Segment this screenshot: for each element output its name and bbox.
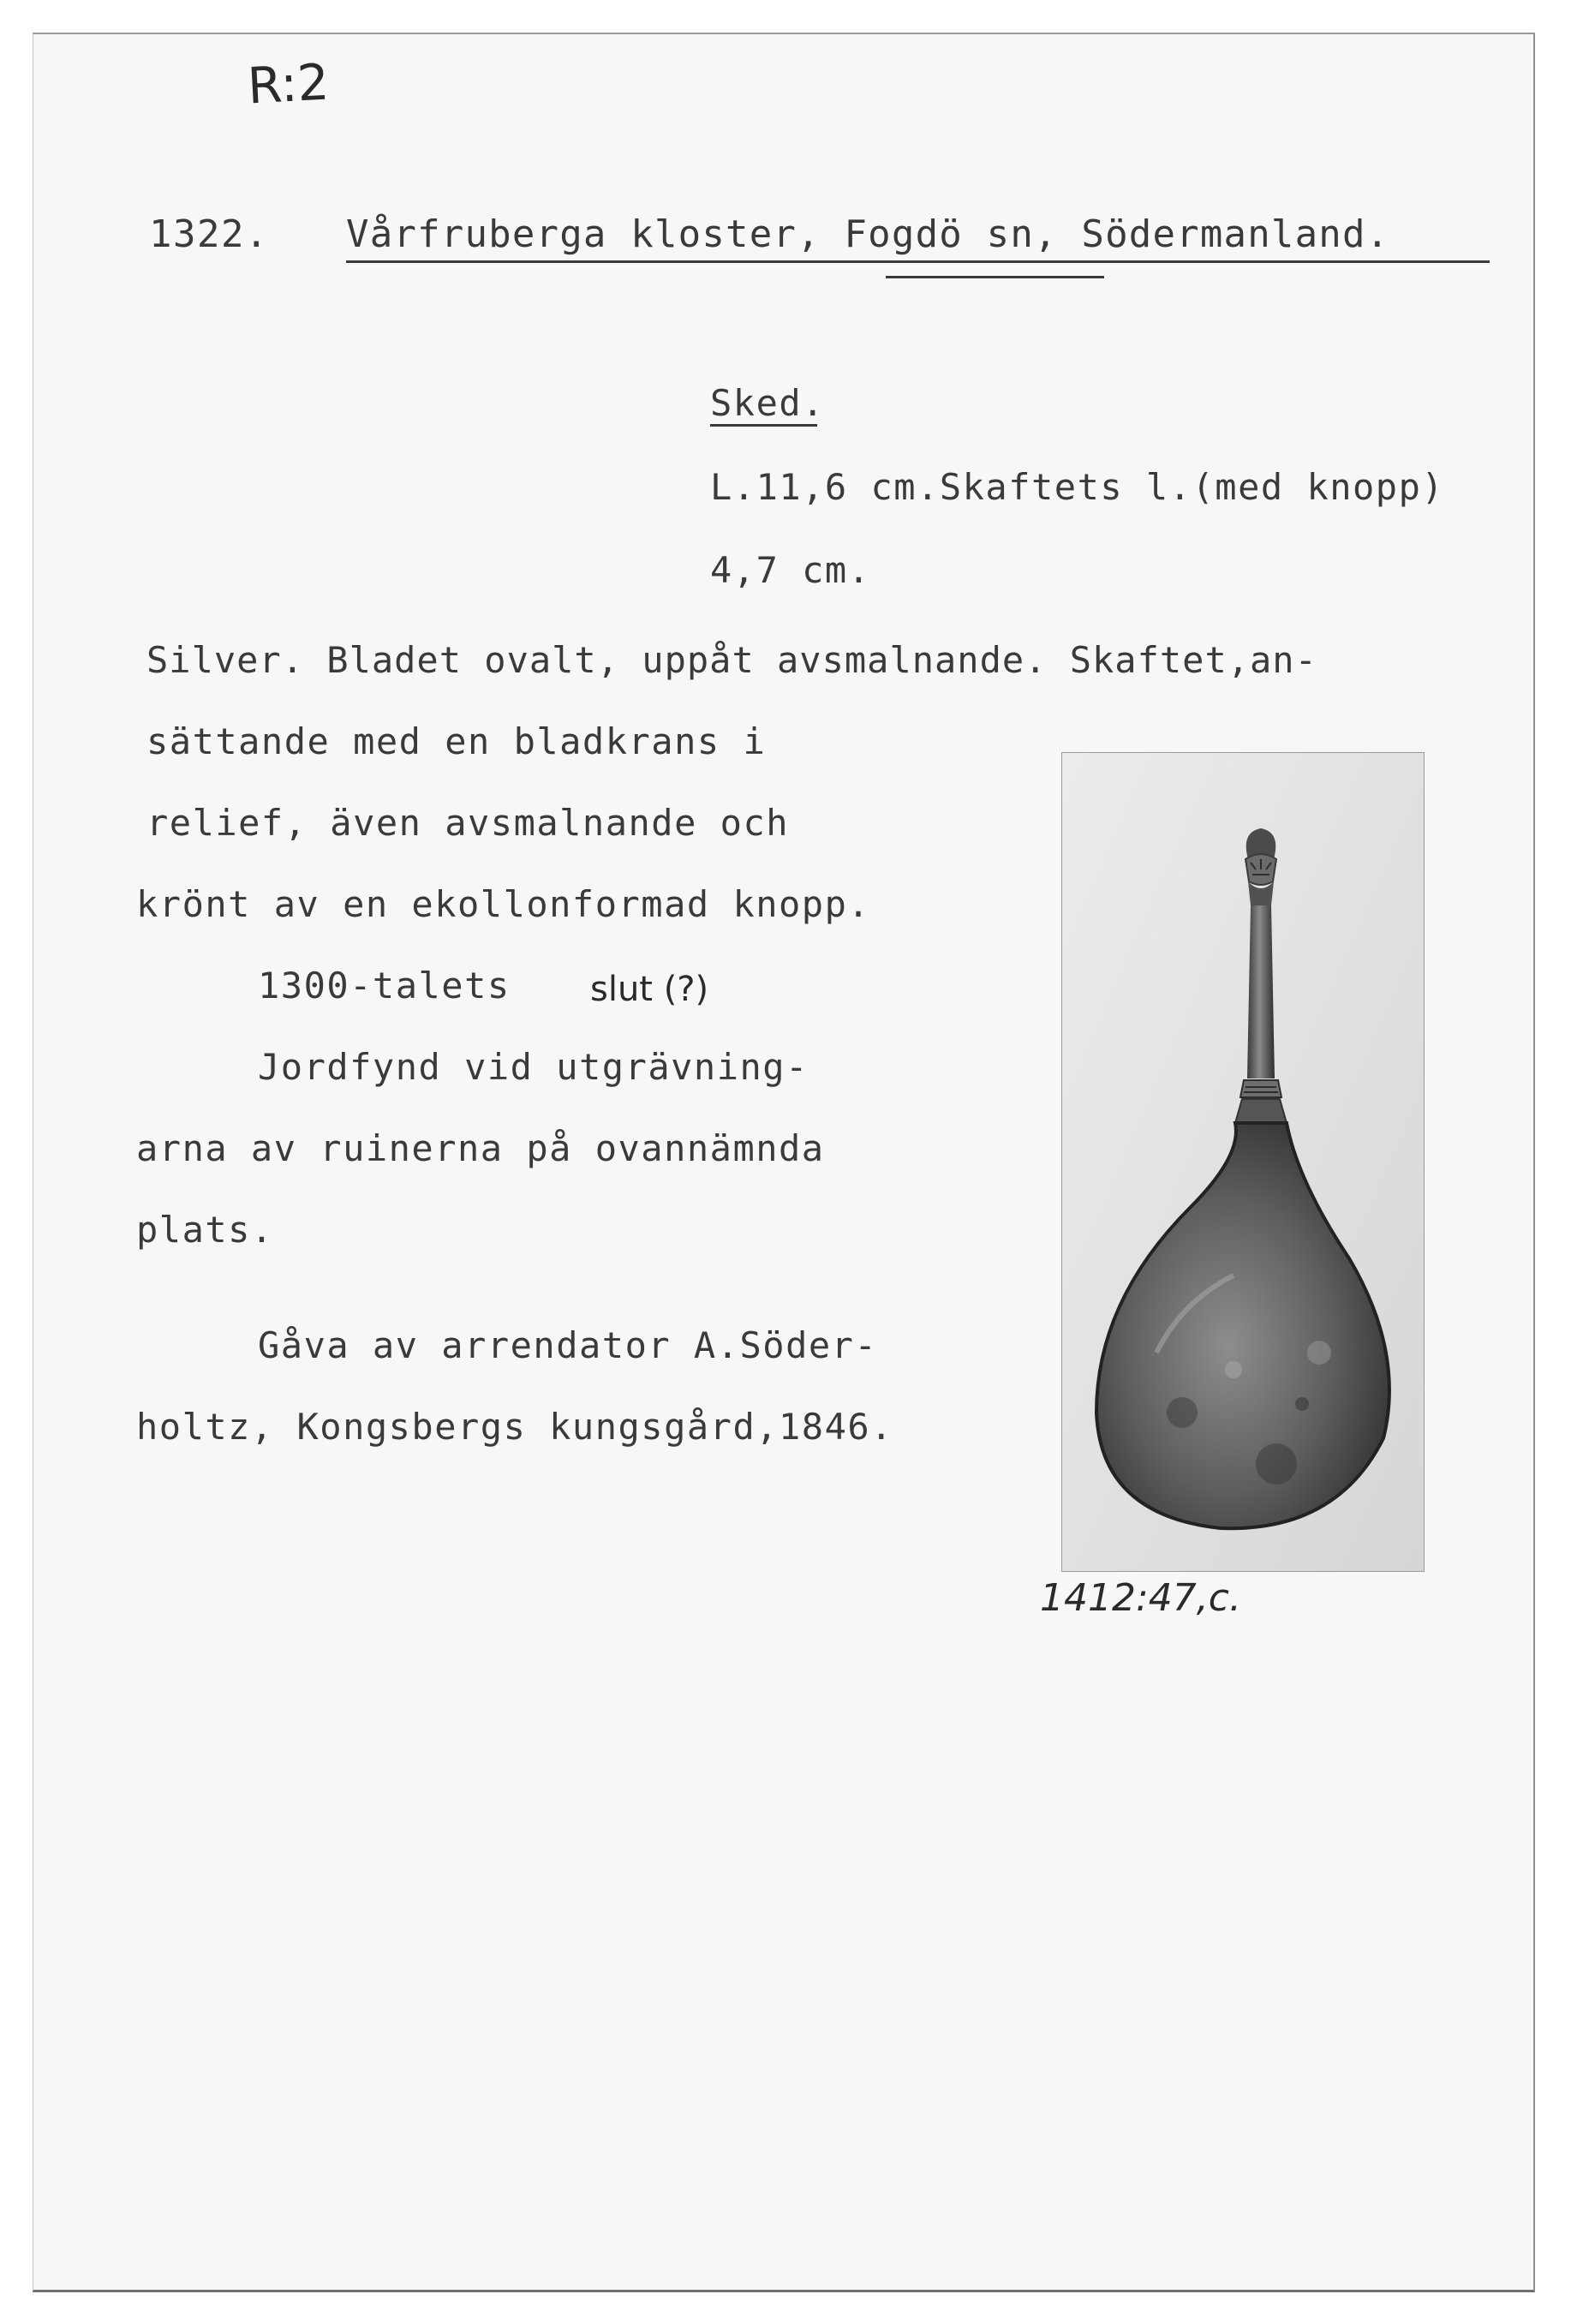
description-line-2: sättande med en bladkrans i <box>146 720 767 762</box>
find-line-1: Jordfynd vid utgrävning- <box>258 1046 809 1088</box>
gift-line-2: holtz, Kongsbergs kungsgård,1846. <box>136 1406 893 1448</box>
gift-line-1: Gåva av arrendator A.Söder- <box>258 1324 878 1366</box>
spoon-photograph <box>1061 752 1425 1572</box>
description-line-3: relief, även avsmalnande och <box>146 802 790 844</box>
description-line-4: krönt av en ekollonformad knopp. <box>136 883 871 925</box>
photo-number: 1412:47,c. <box>1040 1576 1241 1620</box>
description-line-1: Silver. Bladet ovalt, uppåt avsmalnande. Skaftet,an- <box>146 639 1317 681</box>
find-line-3: plats. <box>136 1209 274 1251</box>
location-underline <box>346 260 1490 263</box>
parish-underline <box>886 276 1104 278</box>
catalog-number: 1322. <box>149 212 269 256</box>
catalog-card <box>33 33 1535 2292</box>
measure-line-1: L.11,6 cm.Skaftets l.(med knopp) <box>710 466 1445 508</box>
object-name: Sked. <box>710 382 825 424</box>
dating-typed: 1300-talets <box>258 965 511 1007</box>
measure-line-2: 4,7 cm. <box>710 549 871 591</box>
handwritten-code: R:2 <box>246 52 331 116</box>
object-name-underline <box>710 424 817 427</box>
find-line-2: arna av ruinerna på ovannämnda <box>136 1127 825 1169</box>
dating-handwritten: slut (?) <box>590 970 709 1009</box>
find-location: Vårfruberga kloster, Fogdö sn, Södermanland. <box>346 212 1390 256</box>
